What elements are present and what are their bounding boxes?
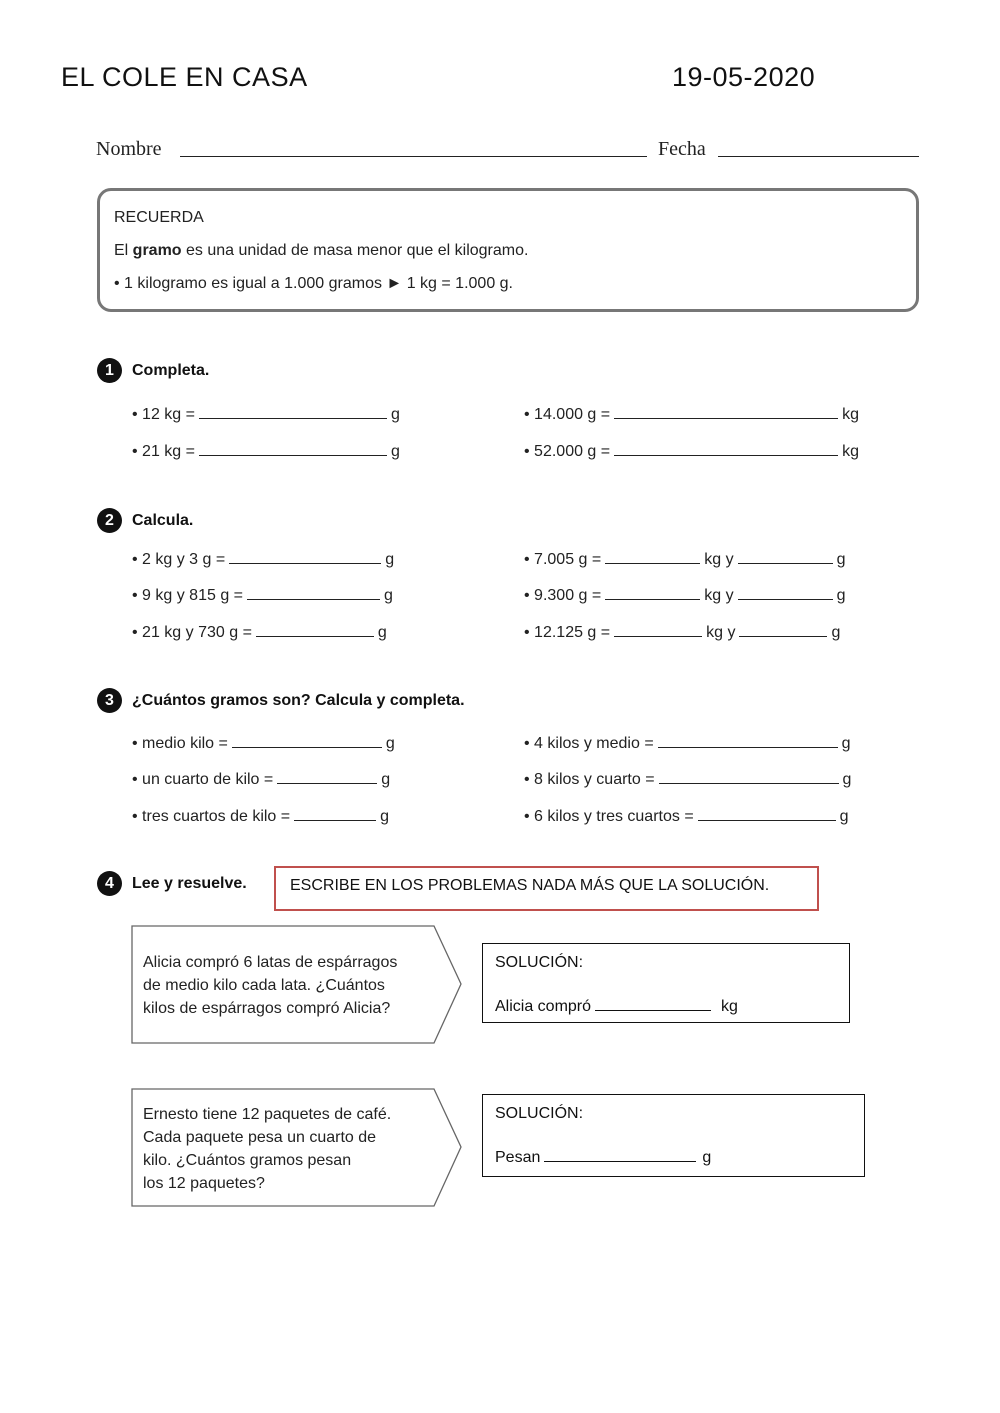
answer-blank[interactable] <box>698 806 836 821</box>
recuerda-title: RECUERDA <box>114 209 204 226</box>
q1-right-item-1: • 14.000 g = kg <box>524 406 860 423</box>
q3-right-item-2: • 8 kilos y cuarto = g <box>524 771 852 788</box>
solution-box-1 <box>482 943 850 1023</box>
question-number-1: 1 <box>97 358 122 383</box>
name-field[interactable] <box>180 156 647 157</box>
q2-left-item-3: • 21 kg y 730 g = g <box>132 624 387 641</box>
answer-blank[interactable] <box>595 996 711 1011</box>
recuerda-line-2: • 1 kilogramo es igual a 1.000 gramos ► 1 kg = 1.000 g. <box>114 275 513 292</box>
answer-blank[interactable] <box>738 585 833 600</box>
q3-left-item-2: • un cuarto de kilo = g <box>132 771 391 788</box>
page-date: 19-05-2020 <box>672 62 816 92</box>
page-title: EL COLE EN CASA <box>61 62 308 92</box>
solution-label: SOLUCIÓN: <box>495 954 584 971</box>
question-number-4: 4 <box>97 871 122 896</box>
answer-blank[interactable] <box>247 585 380 600</box>
answer-blank[interactable] <box>544 1147 696 1162</box>
solution-answer-line: Alicia compró kg <box>495 998 738 1015</box>
answer-blank[interactable] <box>614 404 838 419</box>
date-field[interactable] <box>718 156 919 157</box>
answer-blank[interactable] <box>256 622 374 637</box>
q1-left-item-1: • 12 kg = g <box>132 406 400 423</box>
date-label: Fecha <box>658 138 706 160</box>
instructions-notice: ESCRIBE EN LOS PROBLEMAS NADA MÁS QUE LA SOLUCIÓN. <box>274 866 819 911</box>
question-title-3: ¿Cuántos gramos son? Calcula y completa. <box>132 692 465 709</box>
answer-blank[interactable] <box>277 769 377 784</box>
q2-right-item-3: • 12.125 g = kg y g <box>524 624 841 641</box>
answer-blank[interactable] <box>605 549 700 564</box>
question-number-2: 2 <box>97 508 122 533</box>
q2-right-item-1: • 7.005 g = kg y g <box>524 551 846 568</box>
q3-left-item-1: • medio kilo = g <box>132 735 395 752</box>
answer-blank[interactable] <box>232 733 382 748</box>
answer-blank[interactable] <box>614 441 838 456</box>
problem-1-text: Alicia compró 6 latas de espárragos de medio kilo cada lata. ¿Cuántos kilos de espárragos compró Alicia? <box>143 954 398 1017</box>
answer-blank[interactable] <box>658 733 838 748</box>
recuerda-line-1: El gramo es una unidad de masa menor que el kilogramo. <box>114 242 529 259</box>
q1-left-item-2: • 21 kg = g <box>132 443 400 460</box>
answer-blank[interactable] <box>614 622 702 637</box>
answer-blank[interactable] <box>605 585 700 600</box>
name-label: Nombre <box>96 138 162 160</box>
q3-left-item-3: • tres cuartos de kilo = g <box>132 808 390 825</box>
q2-left-item-1: • 2 kg y 3 g = g <box>132 551 395 568</box>
solution-label: SOLUCIÓN: <box>495 1105 584 1122</box>
q2-left-item-2: • 9 kg y 815 g = g <box>132 587 393 604</box>
answer-blank[interactable] <box>739 622 827 637</box>
solution-answer-line: Pesan g <box>495 1149 712 1166</box>
answer-blank[interactable] <box>199 404 387 419</box>
answer-blank[interactable] <box>659 769 839 784</box>
answer-blank[interactable] <box>199 441 387 456</box>
answer-blank[interactable] <box>294 806 376 821</box>
recuerda-box <box>97 188 919 312</box>
question-number-3: 3 <box>97 688 122 713</box>
question-title-4: Lee y resuelve. <box>132 875 247 892</box>
question-title-2: Calcula. <box>132 512 194 529</box>
answer-blank[interactable] <box>738 549 833 564</box>
solution-box-2 <box>482 1094 865 1177</box>
q2-right-item-2: • 9.300 g = kg y g <box>524 587 846 604</box>
q1-right-item-2: • 52.000 g = kg <box>524 443 860 460</box>
question-title-1: Completa. <box>132 362 210 379</box>
q3-right-item-3: • 6 kilos y tres cuartos = g <box>524 808 849 825</box>
q3-right-item-1: • 4 kilos y medio = g <box>524 735 851 752</box>
problem-2-text: Ernesto tiene 12 paquetes de café. Cada paquete pesa un cuarto de kilo. ¿Cuántos gramos pesan los 12 paquetes? <box>143 1106 392 1192</box>
answer-blank[interactable] <box>229 549 381 564</box>
